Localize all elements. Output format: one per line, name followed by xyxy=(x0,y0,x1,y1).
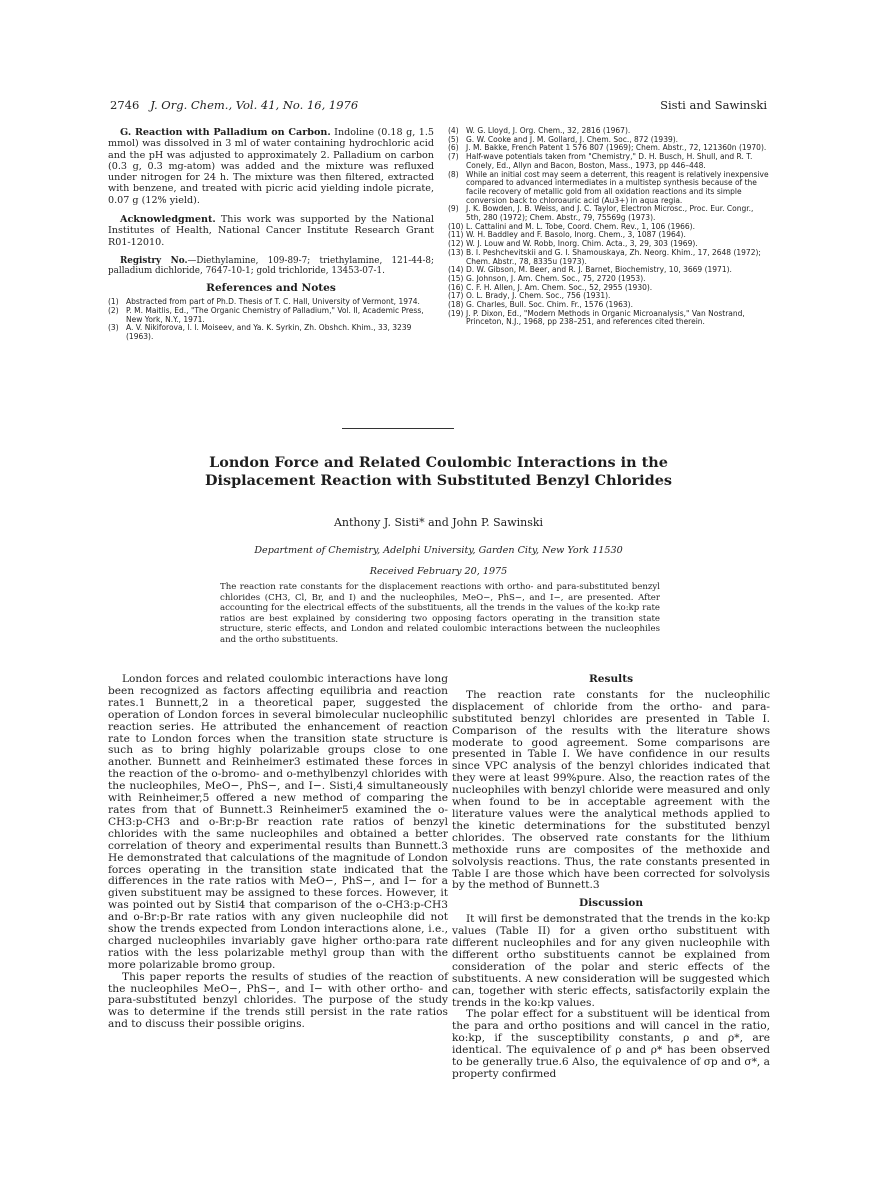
reference-text: L. Cattalini and M. L. Tobe, Coord. Chem. Rev., 1, 106 (1966). xyxy=(466,221,695,231)
discussion-paragraph-1: It will first be demonstrated that the trends in the ko:kp values (Table II) for a given ortho substituent with different nucleophiles and for any given nucleophile with different ortho substituents cannot be explained from consideration of the polar and steric effects of the substituents. A new consideration will be suggested which can, together with steric effects, satisfactorily explain the trends in the ko:kp values. xyxy=(452,913,770,1009)
reference-text: J. M. Bakke, French Patent 1 576 807 (1969); Chem. Abstr., 72, 121360n (1970). xyxy=(466,143,767,153)
reference-number: (1) xyxy=(108,297,119,307)
reference-text: P. M. Maitlis, Ed., "The Organic Chemistry of Palladium," Vol. II, Academic Press, New York, N.Y., 1971. xyxy=(126,305,424,324)
reference-number: (4) xyxy=(448,126,459,135)
reference-text: D. W. Gibson, M. Beer, and R. J. Barnet, Biochemistry, 10, 3669 (1971). xyxy=(466,265,732,275)
reference-number: (9) xyxy=(448,204,459,214)
received-date: Received February 20, 1975 xyxy=(369,566,508,577)
reference-text: O. L. Brady, J. Chem. Soc., 756 (1931). xyxy=(466,291,611,301)
reference-item xyxy=(448,171,770,206)
reference-number: (3) xyxy=(108,323,119,333)
reference-number: (15) xyxy=(448,273,464,283)
intro-paragraph-2: This paper reports the results of studies of the reaction of the nucleophiles MeO−, PhS−, and I− with other ortho- and para-substituted benzyl chlorides. The purpose of the study was to determine if the trends still persist in the rate ratios and to discuss their possible origins. xyxy=(108,970,448,1031)
journal-citation: J. Org. Chem., Vol. 41, No. 16, 1976 xyxy=(150,98,359,112)
section-g-text: Indoline (0.18 g, 1.5 mmol) was dissolved in 3 ml of water containing hydrochloric acid and the pH was adjusted to approximately 2. Palladium on carbon (0.3 g, 0.3 mg-atom) was added and the mixture was refluxed under nitrogen for 24 h. The mixture was then filtered, extracted with benzene, and treated with picric acid yielding indole picrate, 0.07 g (12% yield). xyxy=(108,127,434,206)
reference-item xyxy=(108,307,434,324)
reference-text: While an initial cost may seem a deterrent, this reagent is relatively inexpensive compared to advanced intermediates in a multistep synthesis because of the facile recovery of metallic gold from all oxidation reactions and its simple conversion back to chloroauric acid (Au3+) in aqua regia. xyxy=(466,169,769,205)
reference-number: (7) xyxy=(448,152,459,162)
reference-number: (16) xyxy=(448,282,464,292)
reference-number: (17) xyxy=(448,291,464,301)
reference-number: (2) xyxy=(108,305,119,315)
reference-text: Abstracted from part of Ph.D. Thesis of T. C. Hall, University of Vermont, 1974. xyxy=(126,297,420,307)
acknowledgment-paragraph xyxy=(108,214,434,248)
discussion-heading: Discussion xyxy=(578,897,644,910)
references-heading: References and Notes xyxy=(206,281,336,294)
registry-paragraph xyxy=(108,256,434,277)
reference-text: G. Charles, Bull. Soc. Chim. Fr., 1576 (1963). xyxy=(466,300,633,310)
article-title xyxy=(150,454,727,490)
reference-text: W. H. Baddley and F. Basolo, Inorg. Chem., 3, 1087 (1964). xyxy=(466,230,686,240)
results-heading: Results xyxy=(588,673,634,685)
reference-number: (19) xyxy=(448,308,464,318)
reference-number: (5) xyxy=(448,134,459,144)
registry-text: —Diethylamine, 109-89-7; triethylamine, 121-44-8; palladium dichloride, 7647-10-1; gold trichloride, 13453-07-1. xyxy=(108,255,434,277)
reference-item xyxy=(448,153,770,170)
reference-text: J. P. Dixon, Ed., "Modern Methods in Organic Microanalysis," Van Nostrand, Princeton, N.J., 1968, pp 238–251, and references cited therein. xyxy=(466,308,745,327)
reference-item xyxy=(448,310,770,327)
article-authors: Anthony J. Sisti* and John P. Sawinski xyxy=(333,516,544,529)
reference-text: G. W. Cooke and J. M. Gollard, J. Chem. Soc., 872 (1939). xyxy=(466,134,679,144)
body-right-column xyxy=(452,674,770,1081)
previous-article-left-column xyxy=(108,127,434,342)
page-number: 2746 xyxy=(110,98,140,112)
reference-number: (11) xyxy=(448,230,464,240)
reference-text: C. F. H. Allen, J. Am. Chem. Soc., 52, 2955 (1930). xyxy=(466,282,653,292)
reference-text: Half-wave potentials taken from "Chemistry," D. H. Busch, H. Shull, and R. T. Conely, Ed., Allyn and Bacon, Boston, Mass., 1973, pp 446–448. xyxy=(466,152,753,170)
reference-text: J. K. Bowden, J. B. Weiss, and J. C. Taylor, Electron Microsc., Proc. Eur. Congr., 5th, 280 (1972); Chem. Abstr., 79, 75569g (1973). xyxy=(466,204,754,223)
reference-number: (8) xyxy=(448,169,459,179)
results-paragraph: The reaction rate constants for the nucleophilic displacement of chloride from the ortho- and para-substituted benzyl chlorides are presented in Table I. Comparison of the results with the literature shows moderate to good agreement. Some comparisons are presented in Table I. We have confidence in our results since VPC analysis of the benzyl chlorides indicated that they were at least 99%pure. Also, the reaction rates of the nucleophiles with benzyl chloride were measured and only when found to be in acceptable agreement with the literature values were the analytical methods applied to the kinetic determinations for the substituted benzyl chlorides. The observed rate constants for the lithium methoxide runs are composites of the methoxide and solvolysis reactions. Thus, the rate constants presented in Table I are those which have been corrected for solvolysis by the method of Bunnett.3 xyxy=(452,688,770,892)
acknowledgment-heading: Acknowledgment. xyxy=(120,214,216,226)
body-left-column xyxy=(108,674,448,1031)
reference-number: (10) xyxy=(448,221,464,231)
section-g-heading: G. Reaction with Palladium on Carbon. xyxy=(120,127,331,138)
reference-text: B. I. Peshchevitskii and G. I. Shamouskaya, Zh. Neorg. Khim., 17, 2648 (1972); Chem. Abstr., 78, 8335u (1973). xyxy=(466,247,761,266)
references-left-list xyxy=(108,298,434,342)
reference-item xyxy=(108,324,434,341)
references-right-list xyxy=(448,127,770,327)
reference-text: G. Johnson, J. Am. Chem. Soc., 75, 2720 (1953). xyxy=(466,273,646,283)
reference-number: (6) xyxy=(448,143,459,153)
article-affiliation: Department of Chemistry, Adelphi University, Garden City, New York 11530 xyxy=(254,545,623,556)
discussion-paragraph-2: The polar effect for a substituent will be identical from the para and ortho positions and will cancel in the ratio, ko:kp, if the susceptibility constants, ρ and ρ*, are identical. The equivalence of ρ and ρ* has been observed to be generally true.6 Also, the equivalence of σp and σ*, a property confirmed xyxy=(452,1008,770,1080)
article-title-line-1: London Force and Related Coulombic Interactions in the xyxy=(209,454,668,471)
article-title-line-2: Displacement Reaction with Substituted Benzyl Chlorides xyxy=(205,472,672,489)
reference-text: W. J. Louw and W. Robb, Inorg. Chim. Acta., 3, 29, 303 (1969). xyxy=(466,239,698,249)
acknowledgment-text: This work was supported by the National Institutes of Health, National Cancer Institute Research Grant R01-12010. xyxy=(108,214,434,248)
reference-number: (18) xyxy=(448,300,464,310)
running-header-authors: Sisti and Sawinski xyxy=(660,98,767,112)
reference-item xyxy=(448,249,770,266)
reference-text: W. G. Lloyd, J. Org. Chem., 32, 2816 (1967). xyxy=(466,126,631,135)
abstract: The reaction rate constants for the displacement reactions with ortho- and para-substituted benzyl chlorides (CH3, Cl, Br, and I) and the nucleophiles, MeO−, PhS−, and I−, are presented. After accounting for the electrical effects of the substituents, all the trends in the values of the ko:kp rate ratios are best explained by considering two opposing factors operating in the transition state structure, steric effects, and London and related coulombic interactions between the nucleophiles and the ortho substituents. xyxy=(220,582,660,645)
registry-heading: Registry No. xyxy=(120,255,188,266)
reference-number: (12) xyxy=(448,239,464,249)
reference-number: (14) xyxy=(448,265,464,275)
article-divider xyxy=(342,428,454,429)
reference-item xyxy=(448,205,770,222)
reference-text: A. V. Nikiforova, I. I. Moiseev, and Ya. K. Syrkin, Zh. Obshch. Khim., 33, 3239 (1963). xyxy=(126,323,412,342)
intro-paragraph-1: London forces and related coulombic interactions have long been recognized as factors affecting equilibria and reaction rates.1 Bunnett,2 in a theoretical paper, suggested the operation of London forces in several bimolecular nucleophilic reaction series. He attributed the enhancement of reaction rate to London forces when the transition state structure is such as to bring highly polarizable groups close to one another. Bunnett and Reinheimer3 estimated these forces in the reaction of the o-bromo- and o-methylbenzyl chlorides with the nucleophiles, MeO−, PhS−, and I−. Sisti,4 simultaneously with Reinheimer,5 offered a new method of comparing the rates from that of Bunnett.3 Reinheimer5 examined the o-CH3:p-CH3 and o-Br:p-Br reaction rate ratios of benzyl chlorides with the same nucleophiles and obtained a better correlation of theory and experimental results than Bunnett.3 He demonstrated that calculations of the magnitude of London forces operating in the transition state indicated that the differences in the rate ratios with MeO−, PhS−, and I− for a given substituent may be assigned to these forces. However, it was pointed out by Sisti4 that comparison of the o-CH3:p-CH3 and o-Br:p-Br rate ratios with any given nucleophile did not show the trends expected from London interactions alone, i.e., charged nucleophiles invariably gave higher ortho:para rate ratios with the less polarizable methyl group than with the more polarizable bromo group. xyxy=(108,673,448,971)
reference-number: (13) xyxy=(448,247,464,257)
section-g-paragraph xyxy=(108,127,434,206)
